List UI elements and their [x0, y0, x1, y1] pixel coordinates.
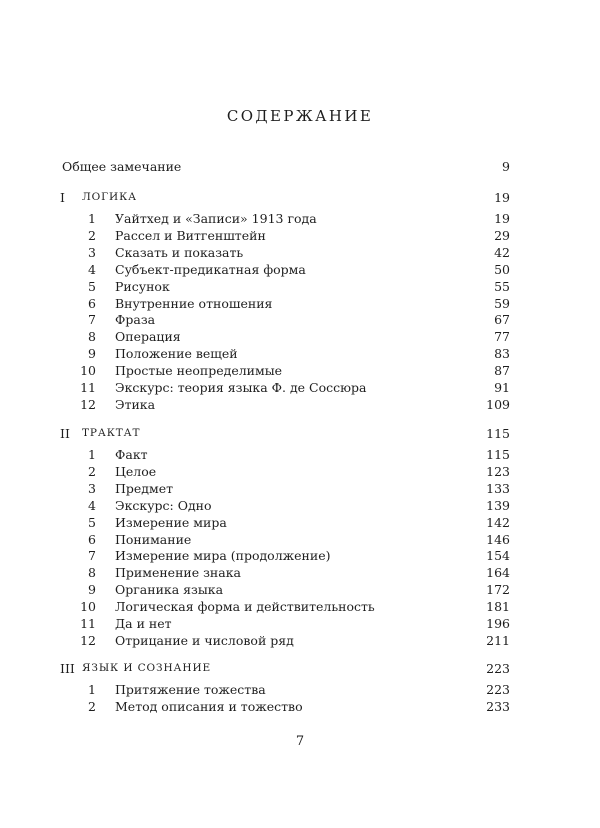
chapter-number: 6 — [88, 295, 96, 311]
chapter-number: 10 — [80, 363, 96, 379]
toc-part-2[interactable] — [60, 425, 510, 442]
chapter-page: 146 — [486, 531, 510, 547]
chapter-number: 3 — [88, 480, 96, 496]
chapter-title: Применение знака — [115, 565, 241, 581]
chapter-title: Экскурс: теория языка Ф. де Соссюра — [115, 380, 367, 395]
chapter-title: Этика — [115, 396, 156, 412]
toc-entry-label: Общее замечание — [62, 159, 182, 174]
chapter-number: 9 — [88, 346, 96, 362]
page-number: 7 — [295, 734, 305, 749]
toc-part-3[interactable] — [60, 660, 510, 677]
chapter-page: 154 — [486, 548, 510, 564]
chapter-page: 211 — [486, 632, 510, 648]
toc-entry-general[interactable] — [60, 158, 510, 175]
chapter-title: Предмет — [115, 480, 174, 496]
toc-chapter[interactable] — [60, 547, 510, 564]
toc-chapter[interactable] — [60, 295, 510, 312]
chapter-title: Операция — [115, 329, 181, 345]
chapter-page: 109 — [486, 396, 510, 412]
toc-chapter[interactable] — [60, 581, 510, 598]
toc-chapter[interactable] — [60, 497, 510, 514]
chapter-title: Измерение мира — [115, 514, 227, 530]
toc-chapter[interactable] — [60, 278, 510, 295]
chapter-title: Притяжение тожества — [115, 682, 266, 697]
chapter-number: 5 — [88, 514, 96, 530]
chapter-title: Экскурс: Одно — [115, 497, 212, 513]
chapter-page: 142 — [486, 514, 510, 530]
chapter-page: 196 — [486, 616, 510, 631]
chapter-page: 87 — [494, 363, 510, 379]
toc-chapter[interactable] — [60, 311, 510, 328]
part-numeral: III — [60, 661, 75, 676]
toc-chapter[interactable] — [60, 345, 510, 362]
chapter-number: 12 — [80, 632, 96, 648]
part-numeral: I — [60, 190, 65, 205]
toc-chapter[interactable] — [60, 531, 510, 548]
toc-chapter[interactable] — [60, 480, 510, 497]
chapter-number: 12 — [80, 396, 96, 412]
chapter-page: 83 — [494, 346, 510, 362]
part-numeral: II — [60, 426, 70, 441]
chapter-title: Сказать и показать — [115, 244, 244, 260]
toc-chapter[interactable] — [60, 463, 510, 480]
chapter-page: 133 — [486, 480, 510, 496]
chapter-title: Да и нет — [115, 616, 172, 631]
chapter-page: 67 — [494, 312, 510, 328]
chapter-title: Понимание — [115, 531, 192, 547]
toc-chapter[interactable] — [60, 244, 510, 261]
chapter-title: Рассел и Витгенштейн — [115, 227, 266, 243]
part-page: 19 — [494, 190, 510, 205]
toc-chapter[interactable] — [60, 396, 510, 413]
chapter-number: 4 — [88, 261, 96, 277]
chapter-page: 77 — [494, 329, 510, 345]
chapter-page: 123 — [486, 463, 510, 479]
chapter-number: 7 — [88, 312, 96, 328]
toc-entry-page: 9 — [502, 159, 510, 174]
chapter-page: 55 — [494, 278, 510, 294]
part-title: ЯЗЫК И СОЗНАНИЕ — [82, 662, 212, 674]
chapter-page: 223 — [486, 682, 510, 697]
chapter-title: Метод описания и тожество — [115, 698, 303, 714]
chapter-number: 5 — [88, 278, 96, 294]
toc-chapter[interactable] — [60, 698, 510, 715]
toc-chapter[interactable] — [60, 362, 510, 379]
chapter-title: Факт — [115, 447, 148, 462]
toc-chapter[interactable] — [60, 227, 510, 244]
chapter-number: 8 — [88, 329, 96, 345]
chapter-page: 42 — [494, 244, 510, 260]
chapter-title: Внутренние отношения — [115, 295, 273, 311]
chapter-number: 9 — [88, 582, 96, 598]
page-title: СОДЕРЖАНИЕ — [226, 107, 374, 125]
chapter-title: Рисунок — [115, 278, 170, 294]
chapter-title: Органика языка — [115, 582, 224, 598]
toc-chapter[interactable] — [60, 379, 510, 396]
chapter-title: Измерение мира (продолжение) — [115, 548, 331, 564]
chapter-page: 115 — [486, 447, 510, 462]
toc-part-1[interactable] — [60, 189, 510, 206]
chapter-number: 2 — [88, 227, 96, 243]
chapter-number: 4 — [88, 497, 96, 513]
chapter-page: 172 — [486, 582, 510, 598]
chapter-title: Уайтхед и «Записи» 1913 года — [115, 211, 317, 226]
chapter-page: 19 — [494, 211, 510, 226]
chapter-number: 11 — [80, 380, 96, 395]
toc-chapter[interactable] — [60, 514, 510, 531]
chapter-number: 6 — [88, 531, 96, 547]
chapter-page: 29 — [494, 227, 510, 243]
chapter-number: 1 — [88, 682, 96, 697]
chapter-title: Простые неопределимые — [115, 363, 283, 379]
chapter-page: 164 — [486, 565, 510, 581]
chapter-title: Субъект-предикатная форма — [115, 261, 306, 277]
chapter-number: 7 — [88, 548, 96, 564]
toc-chapter[interactable] — [60, 564, 510, 581]
chapter-page: 59 — [494, 295, 510, 311]
chapter-number: 8 — [88, 565, 96, 581]
part-title: ТРАКТАТ — [82, 427, 141, 439]
chapter-page: 91 — [494, 380, 510, 395]
chapter-title: Положение вещей — [115, 346, 238, 362]
chapter-title: Целое — [115, 463, 157, 479]
chapter-title: Логическая форма и действительность — [115, 599, 375, 615]
chapter-title: Фраза — [115, 312, 156, 328]
part-page: 115 — [486, 426, 510, 441]
chapter-number: 3 — [88, 244, 96, 260]
part-page: 223 — [486, 661, 510, 676]
chapter-number: 2 — [88, 698, 96, 714]
toc-chapter[interactable] — [60, 681, 510, 698]
toc-chapter[interactable] — [60, 615, 510, 632]
chapter-page: 139 — [486, 497, 510, 513]
chapter-page: 181 — [486, 599, 510, 615]
toc-chapter[interactable] — [60, 446, 510, 463]
chapter-title: Отрицание и числовой ряд — [115, 632, 294, 648]
toc-chapter[interactable] — [60, 632, 510, 649]
part-title: ЛОГИКА — [82, 191, 137, 203]
chapter-number: 1 — [88, 447, 96, 462]
chapter-number: 10 — [80, 599, 96, 615]
chapter-page: 233 — [486, 698, 510, 714]
toc-chapter[interactable] — [60, 598, 510, 615]
chapter-number: 11 — [80, 616, 96, 631]
toc-chapter[interactable] — [60, 210, 510, 227]
chapter-page: 50 — [494, 261, 510, 277]
toc-chapter[interactable] — [60, 328, 510, 345]
chapter-number: 1 — [88, 211, 96, 226]
chapter-number: 2 — [88, 463, 96, 479]
toc-chapter[interactable] — [60, 261, 510, 278]
